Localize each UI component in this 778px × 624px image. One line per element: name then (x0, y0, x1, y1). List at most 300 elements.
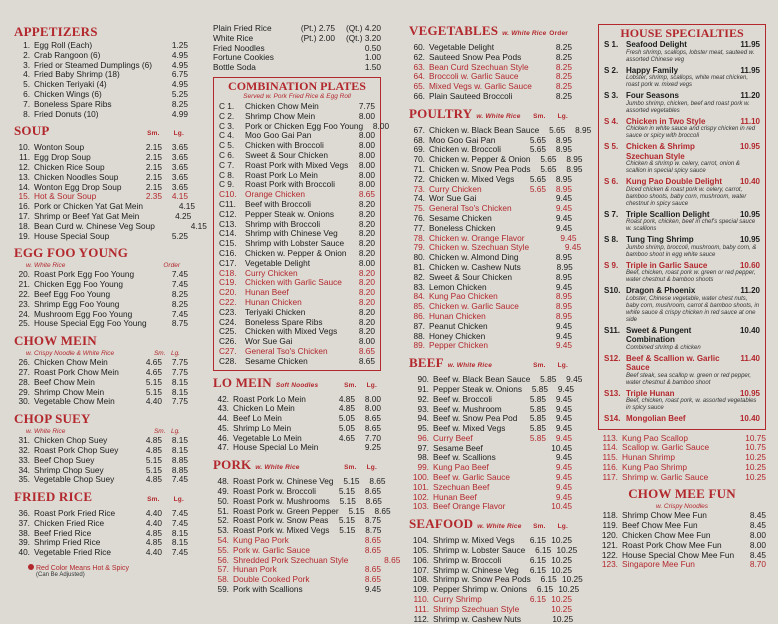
item-number: 35. (18, 474, 30, 485)
item-price: 4.99 (171, 108, 188, 119)
item-name: Szechuan Beef (433, 481, 490, 492)
item-number: 24. (18, 308, 30, 319)
item-price: 8.00 (358, 257, 375, 268)
item-number: 14. (18, 181, 30, 192)
menu-item (213, 585, 381, 595)
item-price-large: 10.25 (551, 554, 572, 565)
item-price-quart: (Qt.) 3.20 (345, 32, 381, 43)
item-price-quart: 1.00 (364, 52, 381, 63)
item-name: Tung Ting Shrimp (626, 235, 694, 244)
item-price-small: 4.85 (145, 444, 162, 455)
item-name: Chicken w. Cashew Nuts (429, 261, 521, 272)
item-number: 6. (23, 88, 30, 99)
item-price-large: 8.15 (171, 537, 188, 548)
item-number: 3. (23, 59, 30, 70)
menu-item (14, 397, 188, 407)
item-price-small: 2.15 (145, 152, 162, 163)
item-price-small: 4.65 (338, 432, 355, 443)
item-price-large: 3.65 (171, 161, 188, 172)
section-title-fried-rice: FRIED RICE Sm. Lg. (14, 489, 184, 505)
item-number: 18. (18, 220, 30, 231)
specialty-item (604, 235, 760, 259)
item-number: 118. (602, 510, 618, 521)
item-price-large: 9.45 (555, 212, 572, 223)
item-price-small (520, 444, 546, 454)
item-price: 7.45 (171, 269, 188, 280)
section-title-chow-mee-fun: CHOW MEE FUN (628, 486, 736, 502)
item-number: 95. (417, 423, 429, 434)
item-name: Mushroom Egg Foo Young (34, 308, 133, 319)
item-name: Roast Pork Chow Mee Fun (622, 539, 722, 550)
item-number: 54. (217, 535, 229, 546)
item-price-small (520, 332, 546, 342)
chop-suey-subtitle: w. White Rice Sm. Lg. (26, 428, 180, 436)
item-name: Pepper Steak w. Onions (245, 208, 335, 219)
item-price-small (143, 202, 169, 212)
item-name: Chicken with Mixed Vegs (245, 326, 338, 337)
item-price-large: 8.65 (369, 476, 386, 487)
item-price-small (520, 253, 546, 263)
menu-item (14, 475, 188, 485)
item-number: 121. (601, 539, 618, 550)
item-price: 5.25 (171, 88, 188, 99)
item-number: 81. (413, 261, 425, 272)
item-price-large: 8.65 (365, 495, 382, 506)
item-price: 8.25 (555, 61, 572, 72)
item-name: Roast Pork Chop Suey (34, 444, 119, 455)
item-price: 8.25 (555, 81, 572, 92)
item-price: 10.25 (745, 471, 766, 482)
item-number: 47. (217, 442, 229, 453)
section-title-lo-mein: LO MEIN Soft Noodles Sm. Lg. (213, 374, 377, 390)
combination-plates-subtitle: Served w. Pork Fried Rice & Egg Roll (243, 92, 351, 100)
item-price-large: 8.95 (555, 183, 572, 194)
item-name: Curry Beef (433, 432, 473, 443)
item-price-small: 5.15 (339, 495, 356, 506)
item-price: 8.75 (171, 318, 188, 329)
item-name: Plain Fried Rice (213, 23, 272, 33)
item-price-large: 8.65 (364, 422, 381, 433)
item-price-small (520, 292, 546, 302)
specialty-item (604, 117, 760, 141)
item-price-small (329, 536, 355, 546)
item-number: 73. (413, 183, 425, 194)
menu-item (14, 110, 188, 120)
item-name: Hunan Chicken (245, 296, 302, 307)
item-price: 8.25 (555, 51, 572, 62)
item-price-small (520, 194, 546, 204)
item-price: 10.40 (739, 177, 760, 186)
item-name: Kung Pao Beef (433, 462, 489, 473)
item-number: 75. (413, 203, 425, 214)
item-price-small: 4.40 (145, 517, 162, 528)
item-number: 64. (413, 71, 425, 82)
item-description: Jumbo shrimp, broccoli, mushroom, baby corn, & bamboo shoot in egg white sauce (626, 244, 757, 258)
item-name: Fried or Steamed Dumplings (6) (34, 59, 153, 70)
item-name: Curry Shrimp (433, 594, 482, 605)
specialty-header (604, 177, 760, 187)
item-name: Boneless Spare Ribs (245, 316, 323, 327)
item-name: Shrimp Chow Mee Fun (622, 510, 707, 521)
item-number: 39. (18, 537, 30, 548)
item-price-small (520, 312, 546, 322)
item-number: 51. (217, 505, 229, 516)
item-number: 66. (413, 90, 425, 101)
item-number: C 8. (219, 169, 235, 180)
item-name: House Special Chow Mee Fun (622, 549, 735, 560)
item-price: 8.00 (749, 530, 766, 541)
item-price: 8.20 (358, 306, 375, 317)
item-price: 8.20 (358, 326, 375, 337)
item-price: 8.70 (749, 559, 766, 570)
item-price: 1.25 (171, 40, 188, 50)
item-name: Crab Rangoon (6) (34, 49, 101, 60)
chow-mee-fun-list (598, 511, 766, 570)
menu-item (598, 473, 766, 483)
item-name: Roast Pork Chow Mein (34, 366, 119, 377)
item-price-large: 8.00 (364, 403, 381, 414)
item-price-small: 5.15 (145, 376, 162, 387)
item-price: 10.95 (739, 388, 760, 398)
item-number: 108. (412, 574, 429, 585)
item-price-pint: (Pt.) 2.00 (300, 32, 335, 43)
item-price: 8.20 (358, 296, 375, 307)
specialty-header (604, 117, 760, 127)
specialty-item (604, 66, 760, 90)
item-name: Shredded Pork Szechuan Style (233, 554, 349, 565)
item-price: 10.40 (739, 325, 760, 335)
item-name: Chicken w. Almond Ding (429, 252, 519, 263)
item-number: 72. (413, 173, 425, 184)
item-name: Kung Pao Pork (233, 535, 289, 546)
item-number: C25. (219, 326, 237, 337)
item-name: Chicken Egg Foo Young (34, 279, 124, 290)
item-price-small (520, 473, 546, 483)
item-name: Pepper Shrimp w. Onions (433, 584, 528, 595)
item-number: 111. (414, 603, 429, 614)
item-price-large: 10.45 (551, 442, 572, 453)
item-name: Fried Donuts (10) (34, 108, 99, 119)
item-price-large: 9.45 (555, 491, 572, 502)
item-name: Roast Pork w. Broccoli (233, 486, 316, 497)
spicy-note: Red Color Means Hot & Spicy (Can Be Adjusted) (28, 564, 188, 578)
item-name: Sesame Chicken (245, 355, 308, 366)
item-name: Chicken with Broccoli (245, 140, 324, 151)
item-number: 12. (18, 161, 30, 172)
item-price-small: 6.15 (529, 594, 546, 605)
item-number: 114. (602, 442, 618, 453)
item-price-large: 9.45 (555, 423, 572, 434)
item-price-large: 9.45 (560, 232, 577, 243)
item-name: Pork with Scallions (233, 584, 303, 595)
item-price-small: 5.15 (338, 486, 355, 497)
item-price-large: 7.45 (171, 508, 188, 519)
item-price: 10.40 (739, 414, 760, 423)
item-number: C12. (219, 208, 237, 219)
item-name: Fortune Cookies (213, 52, 274, 63)
menu-item (409, 341, 572, 351)
item-price-large: 9.45 (555, 193, 572, 204)
item-name: Egg Drop Soup (34, 152, 91, 163)
item-price-large: 9.45 (555, 452, 572, 463)
item-number: 20. (18, 269, 30, 280)
item-price-small: 5.05 (338, 413, 355, 424)
item-name: Boneless Chicken (429, 222, 496, 233)
item-price-small: 5.65 (529, 183, 546, 194)
item-price-small: 2.35 (145, 191, 162, 202)
item-price-small: 5.15 (145, 386, 162, 397)
item-price: 11.40 (740, 353, 760, 363)
item-price-large: 9.45 (364, 584, 381, 595)
item-number: C28. (219, 355, 237, 366)
item-number: 77. (413, 222, 425, 233)
house-specialties-box (598, 24, 766, 430)
item-number: C15. (219, 238, 237, 249)
item-name: Shrimp Egg Foo Young (34, 298, 120, 309)
item-number: 83. (413, 281, 425, 292)
item-price: 8.45 (749, 510, 766, 521)
item-name: Chicken & Shrimp Szechuan Style (626, 142, 695, 161)
misc-list (213, 24, 381, 73)
item-number: S11. (604, 325, 621, 335)
combination-list (219, 100, 390, 367)
item-price-small (529, 243, 555, 253)
item-number: 57. (217, 564, 229, 575)
item-name: Shrimp Chow Mein (245, 110, 316, 121)
item-number: 112. (413, 613, 429, 624)
item-price-small: 6.15 (529, 535, 546, 546)
item-number: 93. (417, 403, 429, 414)
item-price-small: 5.85 (529, 393, 546, 404)
item-name: Wor Sue Gai (245, 336, 293, 347)
item-price-large: 9.45 (555, 413, 572, 424)
item-number: S12. (604, 353, 621, 363)
item-number: 29. (18, 386, 30, 397)
item-price-large: 10.25 (551, 564, 572, 575)
item-price-large: 5.25 (171, 230, 188, 241)
item-name: Bean Curd w. Chinese Veg Soup (34, 220, 155, 231)
item-name: Dragon & Phoenix (626, 286, 696, 295)
item-name: Chicken Wings (6) (34, 88, 102, 99)
item-number: 58. (217, 574, 229, 585)
item-price: 8.00 (358, 110, 375, 121)
item-name: Sesame Beef (433, 442, 483, 453)
specialty-header (604, 142, 760, 161)
item-price-large: 8.00 (364, 393, 381, 404)
item-number: S 4. (604, 116, 619, 126)
item-price: 4.95 (171, 59, 188, 70)
item-number: 88. (413, 330, 425, 341)
specialty-item (604, 142, 760, 175)
item-number: 2. (23, 49, 30, 60)
item-name: Beef Orange Flavor (433, 501, 506, 512)
item-number: 34. (18, 464, 30, 475)
item-name: Chicken Noodles Soup (34, 171, 119, 182)
item-number: 5. (23, 79, 30, 90)
item-price-large: 10.45 (551, 501, 572, 512)
item-name: Singapore Mee Fun (622, 559, 695, 570)
item-number: 98. (417, 452, 429, 463)
item-description: Beef, chicken, roast pork, w. assorted vegetables in spicy sauce (626, 398, 757, 411)
item-name: Triple in Garlic Sauce (626, 260, 708, 270)
item-number: 85. (413, 301, 425, 312)
item-number: C 9. (219, 179, 235, 190)
item-number: 87. (413, 320, 425, 331)
item-number: 50. (217, 495, 229, 506)
item-price: 8.00 (749, 539, 766, 550)
item-name: Moo Goo Gai Pan (429, 134, 496, 145)
combination-plates-box (213, 77, 390, 371)
item-number: 53. (217, 525, 229, 536)
vegetables-list (409, 43, 572, 102)
item-price: 8.00 (358, 336, 375, 347)
item-number: 8. (23, 108, 30, 119)
specialty-header (604, 286, 760, 296)
item-name: Kung Pao Double Delight (626, 177, 722, 186)
item-number: C 5. (219, 140, 235, 151)
item-price: 11.20 (740, 91, 760, 100)
item-price-large: 7.45 (171, 547, 188, 558)
item-name: Chicken w. Garlic Sauce (429, 301, 519, 312)
item-name: Beef w. Broccoli (433, 393, 493, 404)
item-number: 76. (413, 212, 425, 223)
item-price-small: 6.15 (540, 574, 557, 585)
seafood-extra-list (598, 434, 766, 483)
menu-item (14, 232, 188, 242)
item-price-large: 10.25 (551, 603, 572, 614)
item-price-small: 5.65 (540, 154, 557, 165)
item-price-large: 4.15 (178, 201, 195, 212)
item-number: S 5. (604, 142, 619, 151)
item-name: Pork or Chicken Egg Foo Young (245, 120, 364, 131)
item-name: Chicken w. Broccoli (429, 144, 501, 155)
item-name: Sweet & Pungent Combination (626, 325, 692, 344)
item-price-large: 3.65 (171, 171, 188, 182)
item-price: 8.00 (372, 120, 390, 131)
item-price: 10.95 (739, 209, 760, 219)
item-price-small (520, 302, 546, 312)
item-name: Shrimp with Lobster Sauce (245, 238, 345, 249)
item-number: 11. (19, 152, 30, 163)
item-price: 10.25 (745, 461, 766, 472)
item-number: 113. (602, 432, 618, 443)
item-name: Shrimp w. Mixed Vegs (433, 535, 515, 546)
item-price-large: 9.45 (555, 203, 572, 214)
item-number: C 2. (219, 110, 235, 121)
section-title-poultry: POULTRY w. White Rice Sm. Lg. (409, 105, 568, 121)
item-number: 40. (18, 547, 30, 558)
item-price-small (520, 502, 546, 512)
item-price: 10.75 (745, 432, 766, 443)
egg-foo-young-list (14, 270, 188, 329)
item-price: 8.65 (358, 355, 375, 366)
item-name: House Special Soup (34, 230, 110, 241)
item-price-small: 5.65 (549, 124, 566, 135)
item-price-large: 8.65 (364, 564, 381, 575)
section-title-appetizers: APPETIZERS (14, 24, 98, 39)
item-name: Kung Pao Chicken (429, 291, 498, 302)
item-price: 8.25 (171, 288, 188, 299)
item-number: 89. (413, 340, 425, 351)
menu-item (213, 63, 381, 73)
item-number: S 8. (604, 235, 619, 244)
item-price: 8.25 (555, 42, 572, 52)
item-price-small: 6.15 (535, 545, 552, 556)
item-price: 8.20 (358, 218, 375, 229)
item-price: 8.00 (358, 159, 375, 170)
specialty-item (604, 389, 760, 413)
item-number: C 1. (219, 100, 235, 111)
item-number: C23. (219, 306, 237, 317)
item-price: 8.00 (358, 140, 375, 151)
item-price: 11.95 (740, 40, 760, 49)
item-number: 45. (217, 422, 229, 433)
specialty-header (604, 354, 760, 373)
item-price-large: 8.85 (171, 464, 188, 475)
item-name: Chicken Chop Suey (34, 435, 108, 446)
item-price-small (520, 273, 546, 283)
item-price-small (521, 263, 547, 273)
item-number: 116. (602, 461, 618, 472)
item-number: 55. (217, 544, 229, 555)
specialty-header (604, 261, 760, 271)
item-price: 10.25 (745, 452, 766, 463)
item-price-large: 3.65 (171, 142, 188, 153)
item-name: Chicken Chow Mein (34, 357, 108, 368)
item-price-large: 9.45 (555, 403, 572, 414)
item-number: 70. (413, 154, 425, 165)
specialty-item (604, 286, 760, 324)
item-number: C19. (219, 277, 237, 288)
item-price: 8.25 (171, 298, 188, 309)
item-price-small: 4.85 (145, 537, 162, 548)
chow-mein-list (14, 358, 188, 407)
item-price-small: 5.85 (529, 423, 546, 434)
item-price-small: 4.40 (145, 508, 162, 519)
item-price-quart: (Qt.) 4.20 (345, 23, 381, 33)
item-number: 65. (413, 81, 425, 92)
item-name: Beef Chow Mein (34, 376, 95, 387)
item-price-large: 8.95 (555, 173, 572, 184)
item-price-small: 4.85 (145, 435, 162, 446)
item-name: Vegetable Delight (429, 42, 495, 52)
specialty-header (604, 389, 760, 399)
item-price-large: 9.45 (555, 281, 572, 292)
item-number: 84. (413, 291, 425, 302)
pork-list (213, 476, 401, 595)
item-name: Sweet & Sour Chicken (429, 271, 513, 282)
egg-foo-young-subtitle: w. White Rice Order (26, 262, 180, 270)
item-description: Chicken & shrimp w. celery, carrot, onion & scallion in special spicy sauce (626, 161, 740, 174)
specialty-item (604, 91, 760, 115)
item-price: 8.25 (555, 90, 572, 101)
item-number: 59. (217, 584, 229, 595)
item-number: S 9. (604, 260, 619, 270)
item-name: Orange Chicken (245, 189, 305, 200)
item-price-large: 4.15 (171, 191, 188, 202)
item-number: C22. (219, 296, 237, 307)
item-name: Roast Pork Fried Rice (34, 508, 116, 519)
item-name: Bottle Soda (213, 62, 256, 73)
item-name: Chicken w. Mixed Vegs (429, 173, 515, 184)
item-number: 37. (18, 517, 30, 528)
item-name: White Rice (213, 32, 254, 43)
item-number: 74. (413, 193, 425, 204)
item-name: Roast Pork w. Mushrooms (233, 495, 330, 506)
item-price-large: 7.75 (171, 366, 188, 377)
item-number: 63. (413, 61, 425, 72)
section-title-pork: PORK w. White Rice Sm. Lg. (213, 457, 377, 473)
